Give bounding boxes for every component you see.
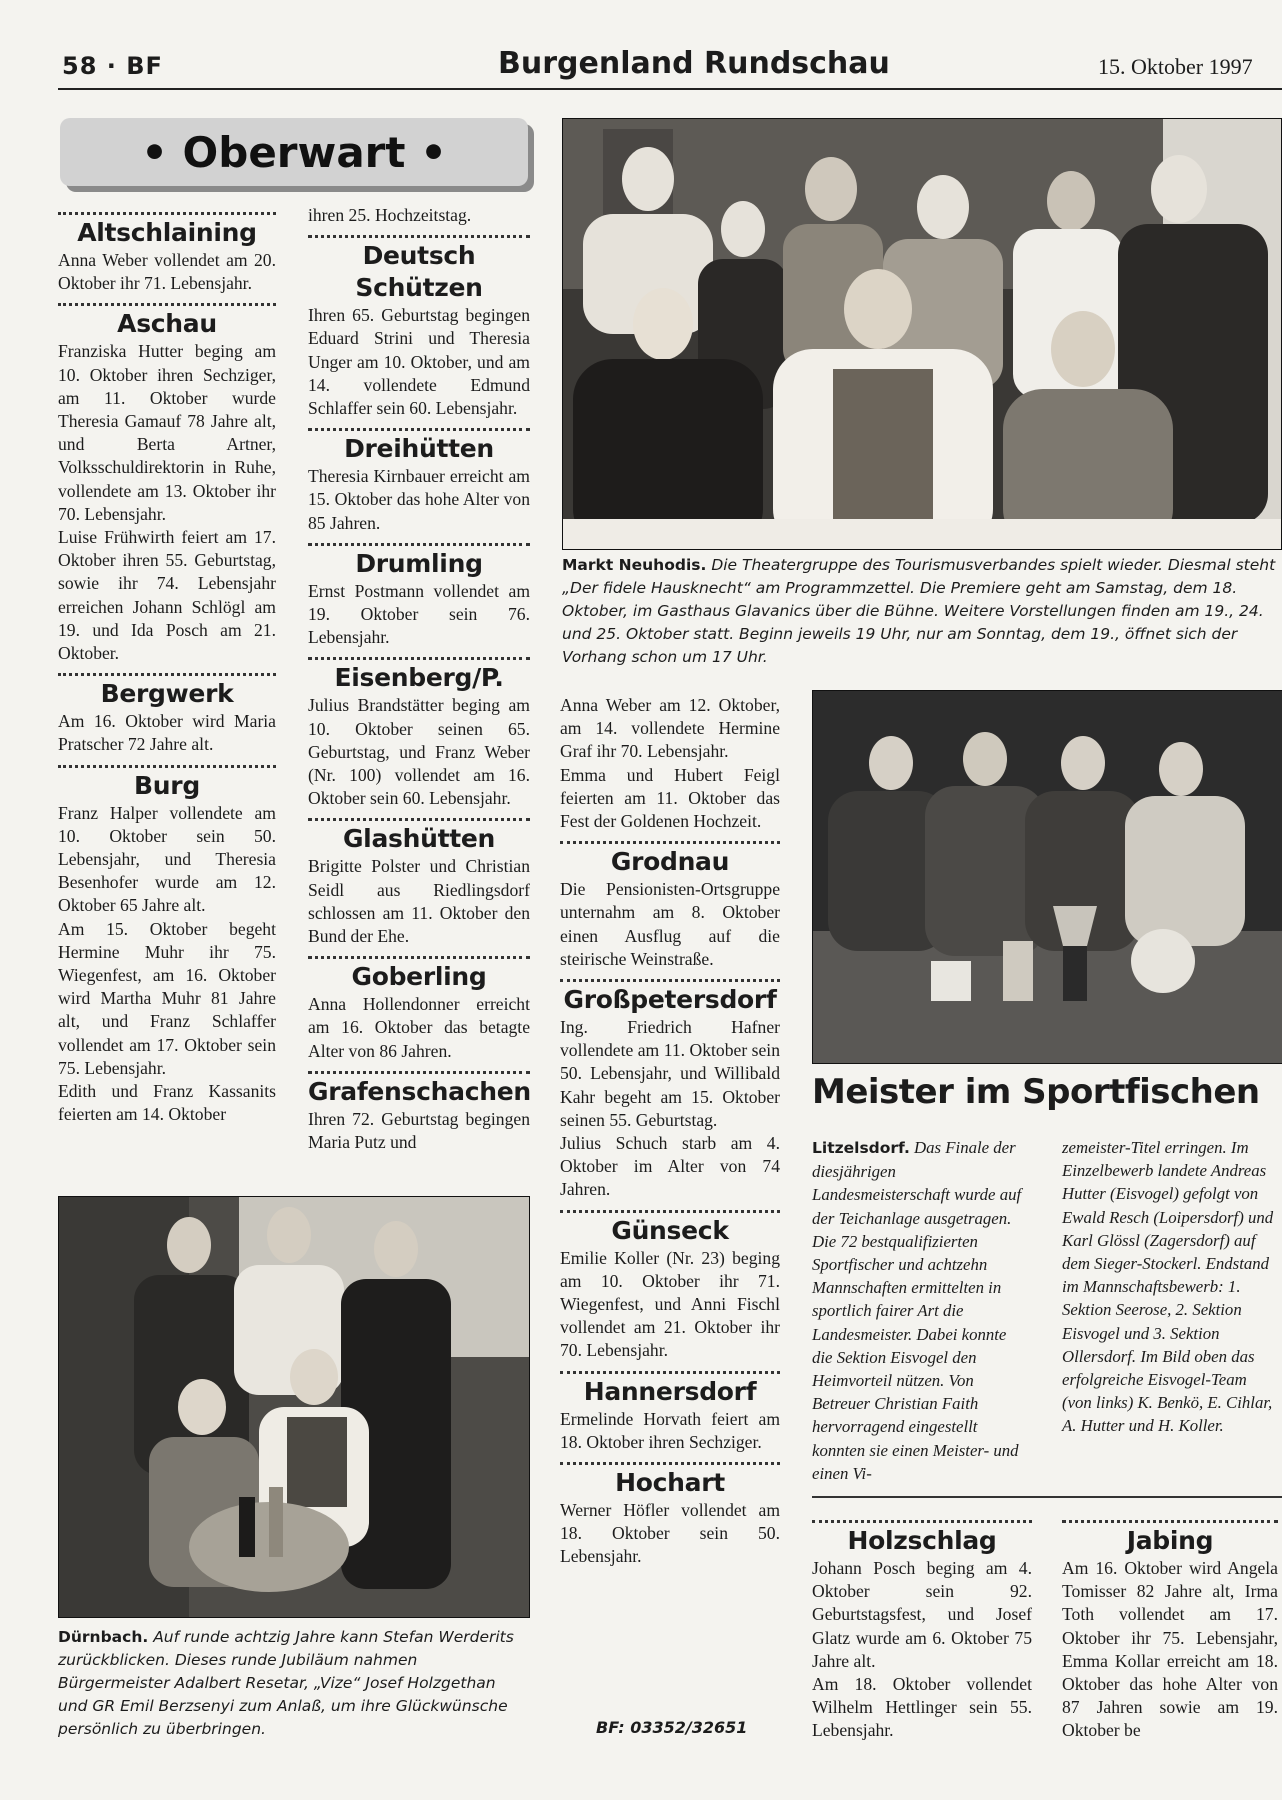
notice-paragraph: Franziska Hutter beging am 10. Oktober ihren Sechziger, am 11. Oktober wurde Theresia Gamauf 78 Jahre alt, und Berta Artner, Volksschuldirektorin in Ruhe, vollendete am 13. Oktober ihr 70. Lebensjahr. (58, 341, 276, 524)
place-heading: Goberling (351, 962, 487, 992)
notice-paragraph: Theresia Kirnbauer erreicht am 15. Oktober das hohe Alter von 85 Jahren. (308, 466, 530, 533)
place-heading: Bergwerk (100, 679, 234, 709)
sport-column-b (1062, 1136, 1280, 1438)
place-heading: Hochart (615, 1468, 725, 1498)
sport-column-a (812, 1136, 1030, 1485)
dotted-separator (58, 765, 276, 768)
notice-paragraph: Franz Halper vollendete am 10. Oktober sein 50. Lebensjahr, und Theresia Besenhofer wurde am 12. Oktober 65 Jahre alt. (58, 802, 276, 916)
notice-paragraph: Julius Schuch starb am 4. Oktober im Alter von 74 Jahren. (560, 1133, 780, 1200)
notice-paragraph: Ermelinde Horvath feiert am 18. Oktober ihren Sechziger. (560, 1408, 780, 1452)
dotted-separator (308, 235, 530, 238)
issue-date: 15. Oktober 1997 (1098, 54, 1253, 79)
notice-paragraph: Anna Weber vollendet am 20. Oktober ihr 71. Lebensjahr. (58, 250, 276, 294)
notice-paragraph: Die Pensionisten-Ortsgruppe unternahm am 8. Oktober einen Ausflug auf die steirische Weinstraße. (560, 879, 780, 969)
place-heading: Aschau (117, 309, 217, 339)
dotted-separator (560, 1462, 780, 1465)
place-heading: Burg (134, 770, 200, 800)
column-3 (560, 694, 780, 1569)
notice-paragraph: Am 16. Oktober wird Maria Pratscher 72 Jahre alt. (58, 711, 276, 755)
notice-paragraph: Ing. Friedrich Hafner vollendete am 11. Oktober sein 50. Lebensjahr, und Willibald Kahr begeht am 15. Oktober seinen 55. Geburtstag. (560, 1017, 780, 1130)
notice-paragraph: Brigitte Polster und Christian Seidl aus Riedlingsdorf schlossen am 11. Oktober den Bund der Ehe. (308, 856, 530, 947)
notice-paragraph: Luise Frühwirth feiert am 17. Oktober ihren 55. Geburtstag, sowie ihr 74. Lebensjahr erreichen Johann Schlögl am 19. und Ida Posch am 21. Oktober. (58, 527, 276, 664)
place-heading: Günseck (611, 1215, 729, 1245)
place-heading: Deutsch Schützen (355, 241, 483, 303)
notice-paragraph: Julius Brandstätter beging am 10. Oktober seinen 65. Geburtstag, und Franz Weber (Nr. 100) vollendet am 16. Oktober sein 60. Lebensjahr. (308, 695, 530, 809)
col3-intro-2: Emma und Hubert Feigl feierten am 11. Oktober das Fest der Goldenen Hochzeit. (560, 764, 780, 832)
theatre-group-photo (562, 118, 1282, 550)
sport-bottom-rule (812, 1496, 1282, 1498)
dotted-separator (812, 1520, 1032, 1523)
dotted-separator (308, 1071, 530, 1074)
dotted-separator (560, 841, 780, 844)
sport-lead: Litzelsdorf. (812, 1139, 910, 1157)
caption-anniversary-lead: Dürnbach. (58, 1628, 149, 1646)
notice-paragraph: Anna Hollendonner erreicht am 16. Oktober das betagte Alter von 86 Jahren. (308, 994, 530, 1061)
caption-anniversary (58, 1626, 528, 1741)
col2-intro: ihren 25. Hochzeitstag. (308, 205, 472, 225)
page-number: 58 · BF (62, 52, 163, 80)
bf-phone-contact: BF: 03352/32651 (596, 1718, 748, 1737)
place-heading: Drumling (355, 548, 483, 578)
fishing-team-photo (812, 690, 1282, 1064)
sport-text-b: zemeister-Titel erringen. Im Einzelbewerb landete Andreas Hutter (Eisvogel) gefolgt von Ewald Resch (Loipersdorf) und Karl Glössl (Zagersdorf) auf dem Sieger-Stockerl. Endstand im Mannschaftsbewerb: 1. Sektion Seerose, 2. Sektion Eisvogel und 3. Sektion Ollersdorf. Im Bild oben das erfolgreiche Eisvogel-Team (von links) K. Benkö, E. Cihlar, A. Hutter und H. Koller. (1062, 1138, 1274, 1436)
column-1 (58, 204, 276, 1127)
place-heading: Hannersdorf (583, 1376, 757, 1406)
dotted-separator (58, 212, 276, 215)
notice-paragraph: Ihren 65. Geburtstag begingen Eduard Strini und Theresia Unger am 10. Oktober, und am 14. vollendete Edmund Schlaffer sein 60. Lebensjahr. (308, 305, 530, 419)
dotted-separator (308, 657, 530, 660)
dotted-separator (560, 1371, 780, 1374)
notice-paragraph: Ihren 72. Geburtstag begingen Maria Putz und (308, 1108, 530, 1153)
place-heading: Holzschlag (847, 1526, 997, 1555)
caption-theatre-lead: Markt Neuhodis. (562, 556, 707, 574)
place-heading: Eisenberg/P. (334, 663, 504, 693)
place-heading: Jabing (1126, 1526, 1214, 1555)
notice-paragraph: Ernst Postmann vollendet am 19. Oktober sein 76. Lebensjahr. (308, 580, 530, 648)
place-heading: Grafenschachen (308, 1076, 531, 1106)
place-heading: Dreihütten (344, 434, 494, 464)
dotted-separator (308, 428, 530, 431)
notice-paragraph: Emilie Koller (Nr. 23) beging am 10. Oktober ihr 71. Wiegenfest, und Anni Fischl vollendet am 21. Oktober ihr 70. Lebensjahr. (560, 1247, 780, 1361)
dotted-separator (58, 303, 276, 306)
sport-text-a: Das Finale der diesjährigen Landesmeisterschaft wurde auf der Teichanlage ausgetragen. Die 72 bestqualifizierten Sportfischer und achtzehn Mannschaften ermittelten in sportlich fairer Art die Landesmeister. Dabei konnte die Sektion Eisvogel den Heimvorteil nützen. Von Betreuer Christian Faith hervorragend eingestellt konnten sie einen Meister- und einen Vi- (812, 1138, 1022, 1483)
notice-paragraph: Johann Posch beging am 4. Oktober sein 92. Geburtstagsfest, und Josef Glatz wurde am 6. Oktober 75 Jahre alt. (812, 1558, 1032, 1671)
place-heading: Glashütten (342, 824, 496, 854)
header-rule (58, 88, 1282, 90)
newspaper-title: Burgenland Rundschau (498, 46, 890, 81)
dotted-separator (58, 673, 276, 676)
notice-paragraph: Am 16. Oktober wird Angela Tomisser 82 Jahre alt, Irma Toth vollendet am 17. Oktober ihr 75. Lebensjahr, Emma Kollar erreicht am 18. Oktober das hohe Alter von 87 Jahren sowie am 19. Oktober be (1062, 1558, 1278, 1741)
column-holzschlag (812, 1512, 1032, 1743)
section-banner: • Oberwart • (60, 118, 528, 186)
dotted-separator (308, 818, 530, 821)
caption-anniversary-text: Auf runde achtzig Jahre kann Stefan Werderits zurückblicken. Dieses runde Jubiläum nahmen Bürgermeister Adalbert Resetar, „Vize“ Josef Holzgethan und GR Emil Berzsenyi zum Anlaß, um ihre Glückwünsche persönlich zu überbringen. (58, 1628, 514, 1738)
place-heading: Grodnau (610, 847, 730, 877)
notice-paragraph: Edith und Franz Kassanits feierten am 14. Oktober (58, 1081, 276, 1125)
dotted-separator (308, 956, 530, 959)
notice-paragraph: Am 18. Oktober vollendet Wilhelm Hettlinger sein 55. Lebensjahr. (812, 1674, 1032, 1741)
dotted-separator (308, 543, 530, 546)
notice-paragraph: Am 15. Oktober begeht Hermine Muhr ihr 75. Wiegenfest, am 16. Oktober wird Martha Muhr 81 Jahre alt, und Franz Schlaffer vollendet am 17. Oktober sein 75. Lebensjahr. (58, 918, 276, 1078)
dotted-separator (560, 979, 780, 982)
caption-theatre-text: Die Theatergruppe des Tourismusverbandes spielt wieder. Diesmal steht „Der fidele Hausknecht“ am Programmzettel. Die Premiere geht am Samstag, dem 18. Oktober, im Gasthaus Glavanics über die Bühne. Weitere Vorstellungen finden am 19., 24. und 25. Oktober statt. Beginn jeweils 19 Uhr, nur am Sonntag, dem 19., öffnet sich der Vorhang schon um 17 Uhr. (562, 556, 1276, 666)
anniversary-photo (58, 1196, 530, 1618)
column-2 (308, 204, 530, 1154)
column-jabing (1062, 1512, 1278, 1743)
sport-headline: Meister im Sportfischen (812, 1072, 1260, 1112)
notice-paragraph: Werner Höfler vollendet am 18. Oktober sein 50. Lebensjahr. (560, 1500, 780, 1567)
place-heading: Großpetersdorf (563, 985, 777, 1015)
caption-theatre (562, 554, 1282, 669)
dotted-separator (560, 1210, 780, 1213)
place-heading: Altschlaining (77, 218, 257, 247)
dotted-separator (1062, 1520, 1278, 1523)
col3-intro-1: Anna Weber am 12. Oktober, am 14. vollendete Hermine Graf ihr 70. Lebensjahr. (560, 695, 780, 762)
